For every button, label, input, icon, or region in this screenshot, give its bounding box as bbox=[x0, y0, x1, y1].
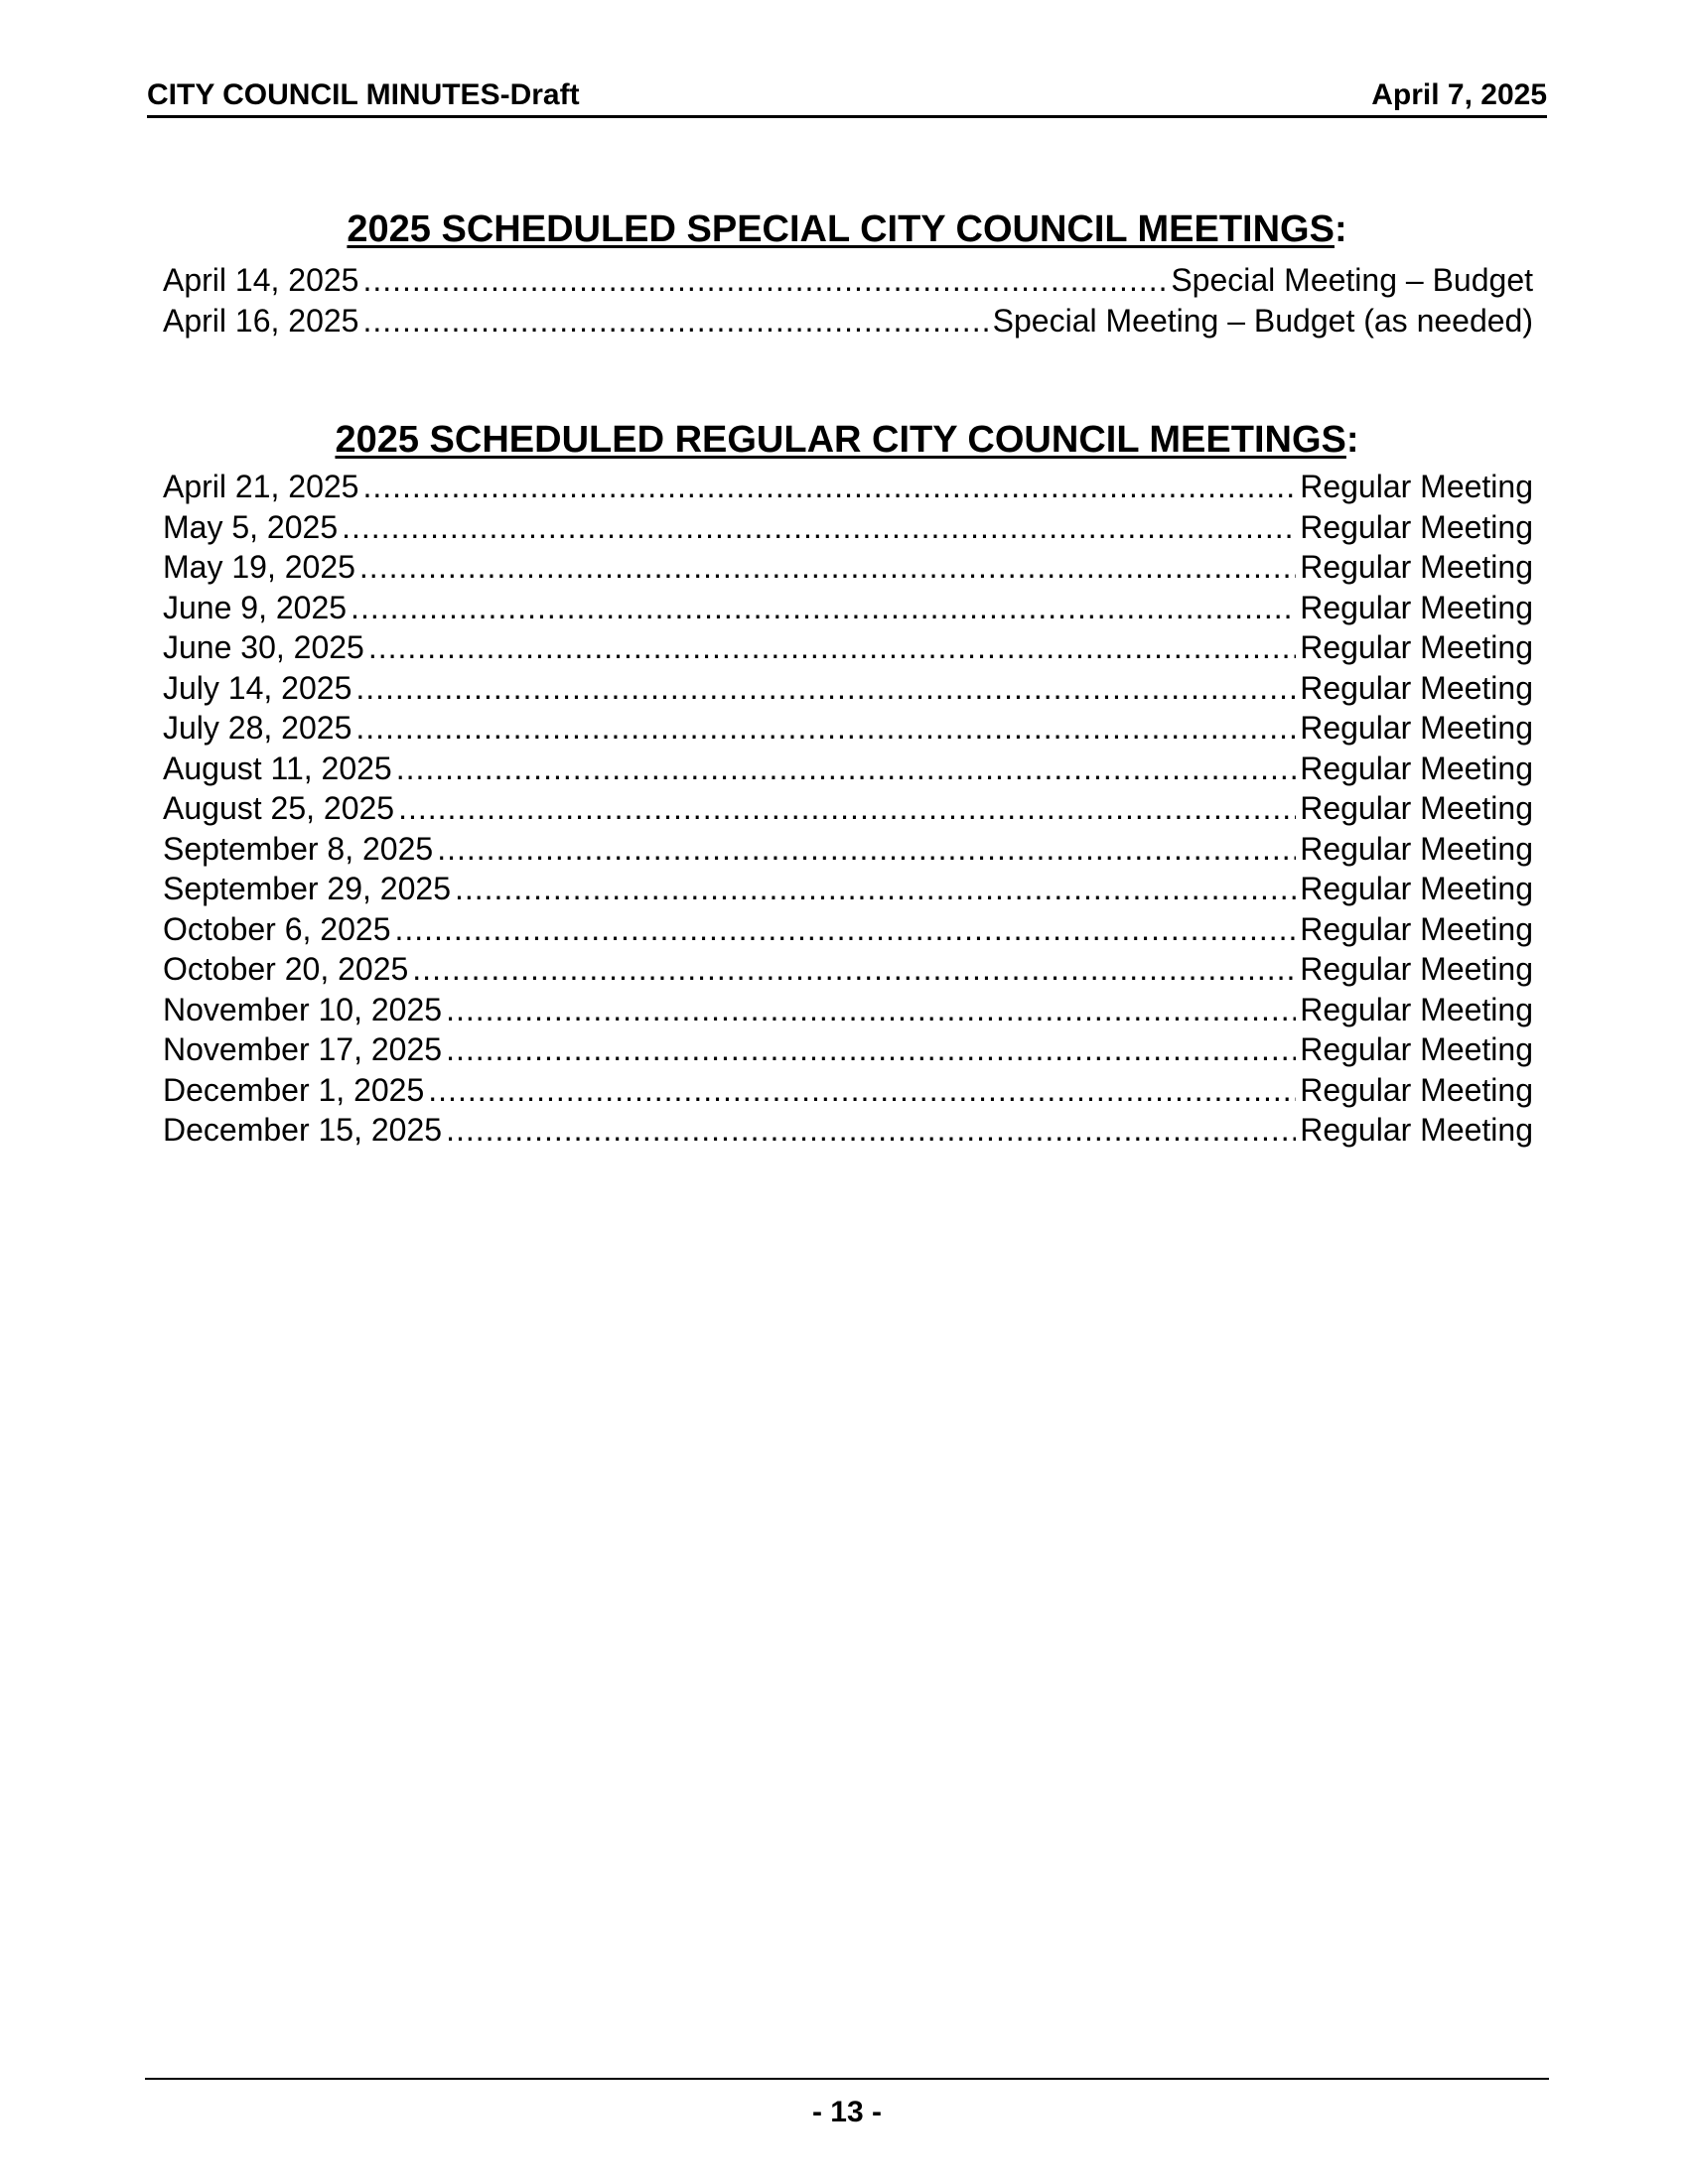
meeting-type: Regular Meeting bbox=[1300, 589, 1533, 625]
meeting-type: Regular Meeting bbox=[1300, 1112, 1533, 1148]
dot-leader bbox=[455, 869, 1296, 908]
meeting-date: June 9, 2025 bbox=[163, 589, 348, 625]
dot-leader bbox=[446, 1110, 1296, 1150]
meeting-type: Special Meeting – Budget bbox=[1171, 262, 1533, 298]
meeting-type: Regular Meeting bbox=[1300, 669, 1533, 706]
meeting-type: Regular Meeting bbox=[1300, 991, 1533, 1027]
meeting-type: Regular Meeting bbox=[1300, 469, 1533, 504]
meeting-type: Regular Meeting bbox=[1300, 629, 1533, 665]
meeting-date: August 11, 2025 bbox=[163, 750, 392, 786]
list-item bbox=[163, 1070, 1533, 1111]
list-item bbox=[163, 301, 1533, 341]
regular-meetings-heading-text: 2025 SCHEDULED REGULAR CITY COUNCIL MEETINGS bbox=[335, 419, 1346, 461]
meeting-type: Regular Meeting bbox=[1300, 830, 1533, 867]
document-date: April 7, 2025 bbox=[1371, 78, 1547, 111]
dot-leader bbox=[368, 627, 1296, 667]
dot-leader bbox=[437, 829, 1296, 869]
document-title: CITY COUNCIL MINUTES-Draft bbox=[147, 78, 580, 111]
list-item bbox=[163, 467, 1533, 507]
dot-leader bbox=[396, 749, 1297, 788]
footer-divider bbox=[145, 2078, 1549, 2080]
list-item bbox=[163, 949, 1533, 990]
special-meetings-list bbox=[163, 260, 1533, 341]
list-item bbox=[163, 1029, 1533, 1070]
dot-leader bbox=[446, 1029, 1296, 1069]
dot-leader bbox=[342, 507, 1296, 547]
meeting-date: November 10, 2025 bbox=[163, 991, 443, 1027]
list-item bbox=[163, 668, 1533, 709]
meeting-date: October 20, 2025 bbox=[163, 951, 409, 987]
meeting-date: May 19, 2025 bbox=[163, 549, 355, 585]
regular-meetings-heading bbox=[147, 417, 1547, 463]
page-number: - 13 - bbox=[811, 2096, 883, 2128]
list-item bbox=[163, 990, 1533, 1030]
special-meetings-heading-colon: : bbox=[1334, 208, 1347, 250]
regular-meetings-heading-colon: : bbox=[1345, 419, 1359, 461]
dot-leader bbox=[428, 1070, 1296, 1110]
meeting-date: April 16, 2025 bbox=[163, 302, 359, 339]
meeting-date: December 1, 2025 bbox=[163, 1071, 425, 1108]
meeting-date: July 14, 2025 bbox=[163, 669, 352, 706]
meeting-date: November 17, 2025 bbox=[163, 1031, 443, 1067]
meeting-date: July 28, 2025 bbox=[163, 710, 352, 746]
meeting-date: August 25, 2025 bbox=[163, 790, 395, 826]
list-item bbox=[163, 708, 1533, 749]
meeting-type: Regular Meeting bbox=[1300, 750, 1533, 786]
dot-leader bbox=[351, 588, 1296, 627]
dot-leader bbox=[394, 909, 1296, 949]
meeting-date: September 29, 2025 bbox=[163, 871, 451, 906]
meeting-type: Regular Meeting bbox=[1300, 549, 1533, 585]
list-item bbox=[163, 749, 1533, 789]
meeting-type: Special Meeting – Budget (as needed) bbox=[992, 302, 1533, 339]
list-item bbox=[163, 909, 1533, 950]
dot-leader bbox=[362, 260, 1167, 300]
meeting-type: Regular Meeting bbox=[1300, 508, 1533, 545]
dot-leader bbox=[359, 547, 1296, 587]
meeting-date: April 14, 2025 bbox=[163, 262, 359, 298]
special-meetings-heading-text: 2025 SCHEDULED SPECIAL CITY COUNCIL MEETINGS bbox=[347, 208, 1335, 250]
meeting-date: May 5, 2025 bbox=[163, 508, 339, 545]
meeting-type: Regular Meeting bbox=[1300, 790, 1533, 826]
meeting-type: Regular Meeting bbox=[1300, 910, 1533, 947]
meeting-date: September 8, 2025 bbox=[163, 830, 434, 867]
meeting-date: June 30, 2025 bbox=[163, 629, 364, 665]
list-item bbox=[163, 507, 1533, 548]
special-meetings-heading bbox=[147, 206, 1547, 252]
meeting-date: April 21, 2025 bbox=[163, 469, 359, 504]
list-item bbox=[163, 788, 1533, 829]
meeting-type: Regular Meeting bbox=[1300, 951, 1533, 987]
dot-leader bbox=[355, 708, 1296, 748]
dot-leader bbox=[446, 990, 1296, 1029]
list-item bbox=[163, 869, 1533, 909]
meeting-date: October 6, 2025 bbox=[163, 910, 391, 947]
list-item bbox=[163, 829, 1533, 870]
meeting-date: December 15, 2025 bbox=[163, 1112, 443, 1148]
dot-leader bbox=[362, 467, 1296, 506]
dot-leader bbox=[355, 668, 1296, 708]
page-header bbox=[147, 75, 1547, 118]
list-item bbox=[163, 588, 1533, 628]
meeting-type: Regular Meeting bbox=[1300, 1031, 1533, 1067]
list-item bbox=[163, 1110, 1533, 1151]
list-item bbox=[163, 260, 1533, 301]
dot-leader bbox=[362, 301, 988, 341]
list-item bbox=[163, 547, 1533, 588]
regular-meetings-list bbox=[163, 467, 1533, 1151]
dot-leader bbox=[398, 788, 1296, 828]
meeting-type: Regular Meeting bbox=[1300, 871, 1533, 906]
dot-leader bbox=[412, 949, 1296, 989]
list-item bbox=[163, 627, 1533, 668]
meeting-type: Regular Meeting bbox=[1300, 710, 1533, 746]
meeting-type: Regular Meeting bbox=[1300, 1071, 1533, 1108]
